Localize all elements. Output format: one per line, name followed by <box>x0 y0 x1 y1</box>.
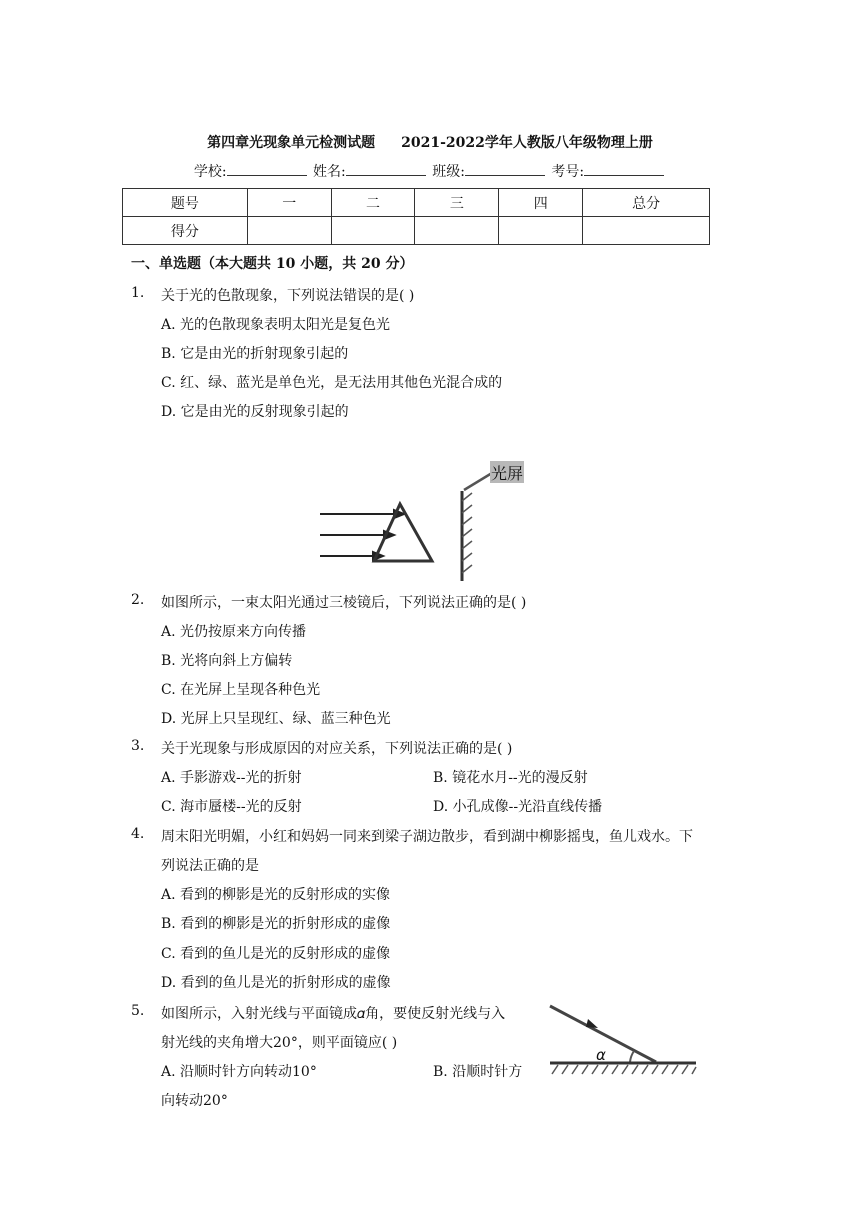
option-d[interactable]: D. 看到的鱼儿是光的折射形成的虚像 <box>161 975 391 991</box>
name-label: 姓名: <box>313 164 346 180</box>
option-b[interactable]: B. 沿顺时针方 <box>433 1064 523 1080</box>
question-stem: 关于光的色散现象，下列说法错误的是( ) <box>161 288 415 304</box>
question-number: 5. <box>131 1003 145 1019</box>
class-blank[interactable] <box>465 163 545 176</box>
question-number: 1. <box>131 285 145 301</box>
question-stem-line1: 周末阳光明媚，小红和妈妈一同来到梁子湖边散步，看到湖中柳影摇曳，鱼儿戏水。下 <box>161 829 693 845</box>
alpha-label: α <box>596 1046 606 1064</box>
question-number: 3. <box>131 738 145 754</box>
option-a[interactable]: A. 沿顺时针方向转动10° <box>161 1064 317 1080</box>
title-sub: 2021-2022学年人教版八年级物理上册 <box>401 135 653 151</box>
option-b[interactable]: B. 它是由光的折射现象引起的 <box>161 346 349 362</box>
school-label: 学校: <box>193 164 227 180</box>
question-stem: 如图所示，一束太阳光通过三棱镜后，下列说法正确的是( ) <box>161 595 527 611</box>
option-b-wrap: 向转动20° <box>161 1093 228 1109</box>
option-a[interactable]: A. 看到的柳影是光的反射形成的实像 <box>161 887 391 903</box>
question-number: 2. <box>131 592 145 608</box>
option-a[interactable]: A. 光仍按原来方向传播 <box>161 624 307 640</box>
score-input-2[interactable] <box>331 217 415 245</box>
school-blank[interactable] <box>227 163 307 176</box>
option-b[interactable]: B. 光将向斜上方偏转 <box>161 653 293 669</box>
section-heading: 一、单选题（本大题共 10 小题，共 20 分） <box>131 256 414 272</box>
option-a[interactable]: A. 手影游戏--光的折射 <box>161 770 302 786</box>
score-input-3[interactable] <box>415 217 499 245</box>
score-cell-4: 四 <box>499 189 583 217</box>
score-cell-label: 题号 <box>123 189 248 217</box>
score-cell-total: 总分 <box>583 189 710 217</box>
score-row-label: 得分 <box>123 217 248 245</box>
option-c[interactable]: C. 在光屏上呈现各种色光 <box>161 682 321 698</box>
question-stem: 关于光现象与形成原因的对应关系，下列说法正确的是( ) <box>161 741 513 757</box>
screen-label: 光屏 <box>491 464 524 483</box>
score-table-score-row <box>123 217 710 245</box>
score-cell-3: 三 <box>415 189 499 217</box>
score-input-total[interactable] <box>583 217 710 245</box>
score-table-header-row <box>123 189 710 217</box>
option-c[interactable]: C. 看到的鱼儿是光的反射形成的虚像 <box>161 946 391 962</box>
score-input-1[interactable] <box>247 217 331 245</box>
option-d[interactable]: D. 小孔成像--光沿直线传播 <box>433 799 603 815</box>
option-c[interactable]: C. 海市蜃楼--光的反射 <box>161 799 302 815</box>
student-info-line <box>0 161 860 181</box>
title-main: 第四章光现象单元检测试题 <box>207 135 376 151</box>
name-blank[interactable] <box>346 163 426 176</box>
score-cell-2: 二 <box>331 189 415 217</box>
option-b[interactable]: B. 看到的柳影是光的折射形成的虚像 <box>161 916 391 932</box>
score-cell-1: 一 <box>247 189 331 217</box>
option-b[interactable]: B. 镜花水月--光的漫反射 <box>433 770 588 786</box>
exam-no-label: 考号: <box>551 164 585 180</box>
mirror-figure <box>546 1000 701 1080</box>
option-a[interactable]: A. 光的色散现象表明太阳光是复色光 <box>161 317 391 333</box>
option-d[interactable]: D. 它是由光的反射现象引起的 <box>161 404 349 420</box>
question-stem-line2: 射光线的夹角增大20°，则平面镜应( ) <box>161 1035 398 1051</box>
option-c[interactable]: C. 红、绿、蓝光是单色光，是无法用其他色光混合成的 <box>161 375 503 391</box>
exam-title <box>0 132 860 152</box>
option-d[interactable]: D. 光屏上只呈现红、绿、蓝三种色光 <box>161 711 391 727</box>
ray-arrow-icon <box>586 1019 598 1028</box>
prism-figure <box>318 455 533 585</box>
score-input-4[interactable] <box>499 217 583 245</box>
exam-no-blank[interactable] <box>584 163 664 176</box>
class-label: 班级: <box>432 164 465 180</box>
score-table <box>122 188 710 245</box>
question-number: 4. <box>131 826 145 842</box>
question-stem-line2: 列说法正确的是 <box>161 858 259 874</box>
question-stem-line1: 如图所示，入射光线与平面镜成𝛼角，要使反射光线与入 <box>161 1006 506 1022</box>
